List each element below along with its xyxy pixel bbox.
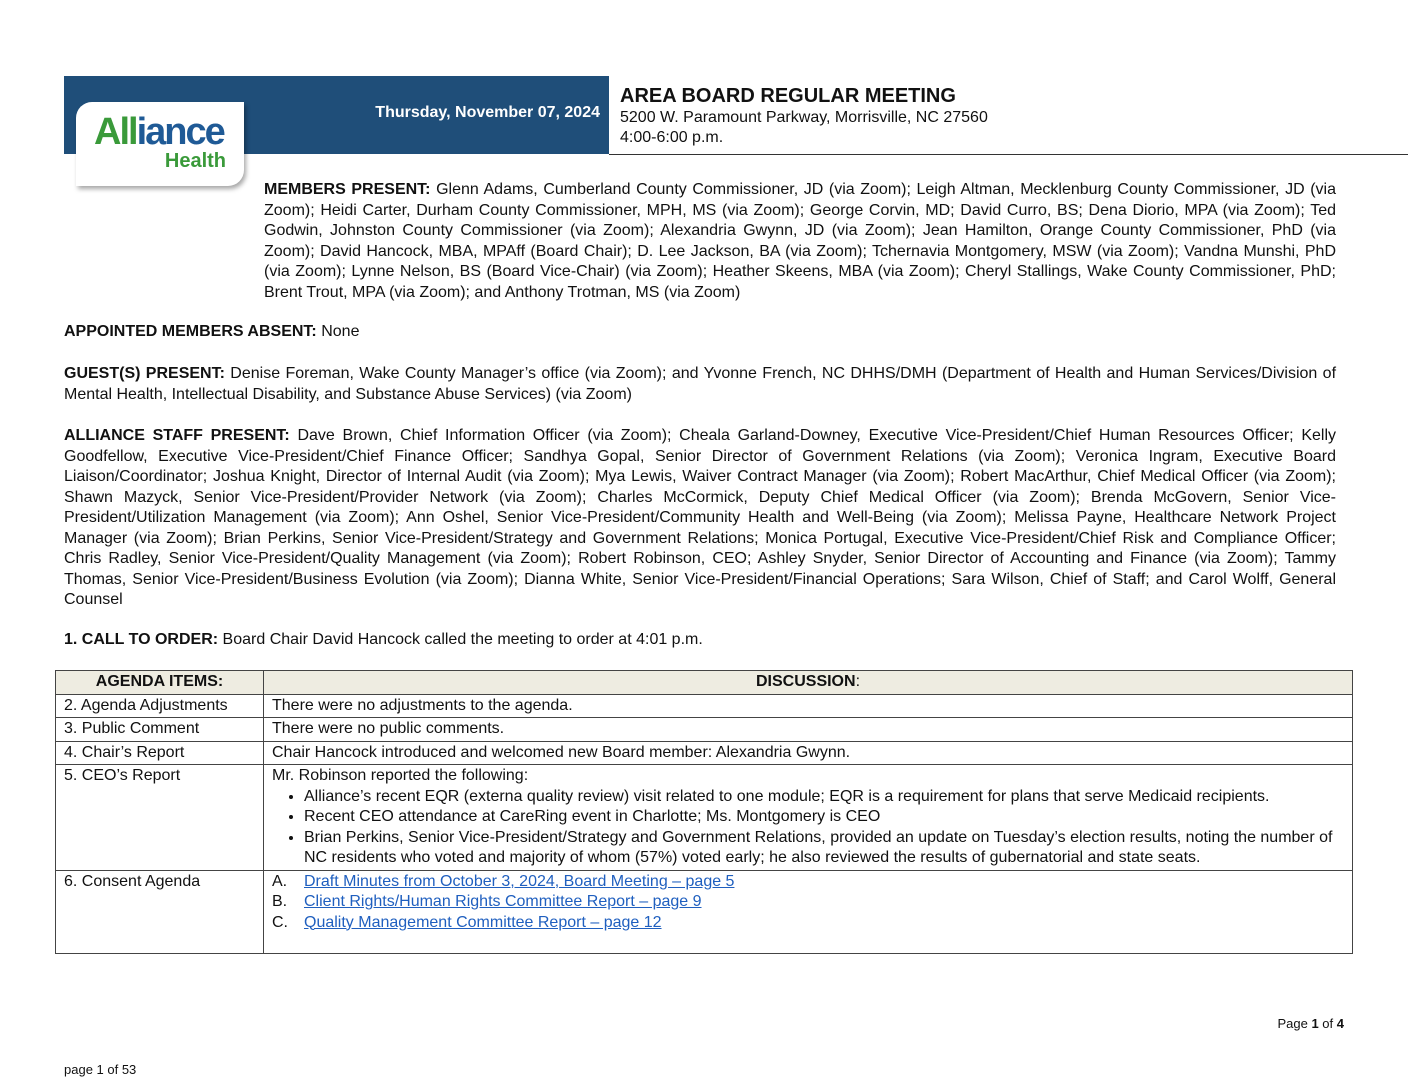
members-present-section	[264, 180, 1336, 303]
logo-wordmark-rest: iance	[136, 111, 224, 153]
page-current: 1	[1311, 1016, 1319, 1031]
consent-item-a	[272, 872, 1344, 893]
agenda-item-cell: 6. Consent Agenda	[56, 870, 264, 953]
members-absent-section	[64, 322, 1336, 343]
consent-letter: C.	[272, 913, 288, 931]
guests-present-label: GUEST(S) PRESENT:	[64, 365, 225, 382]
table-row	[56, 694, 1353, 718]
client-rights-report-link[interactable]: Client Rights/Human Rights Committee Report – page 9	[304, 893, 702, 910]
page-prefix: Page	[1277, 1016, 1308, 1031]
agenda-items-header: AGENDA ITEMS:	[56, 671, 264, 695]
members-absent-label: APPOINTED MEMBERS ABSENT:	[64, 323, 317, 340]
table-row	[56, 870, 1353, 953]
consent-letter: A.	[272, 872, 288, 890]
discussion-cell	[264, 870, 1353, 953]
discussion-header-colon: :	[855, 673, 861, 690]
consent-letter: B.	[272, 893, 288, 910]
members-absent-text: None	[321, 323, 360, 340]
consent-item-b	[272, 892, 1344, 913]
staff-present-section	[64, 426, 1336, 611]
logo-wordmark-first: All	[94, 111, 137, 153]
discussion-cell: There were no adjustments to the agenda.	[264, 694, 1353, 718]
meeting-time: 4:00-6:00 p.m.	[620, 129, 724, 146]
alliance-health-logo	[76, 102, 244, 186]
members-present-label: MEMBERS PRESENT:	[264, 181, 431, 198]
table-row	[56, 718, 1353, 742]
draft-minutes-link[interactable]: Draft Minutes from October 3, 2024, Board Meeting – page 5	[304, 872, 735, 890]
ceo-report-intro: Mr. Robinson reported the following:	[272, 767, 529, 784]
call-to-order-section	[64, 630, 1336, 651]
call-to-order-text: Board Chair David Hancock called the meeting to order at 4:01 p.m.	[222, 631, 703, 648]
discussion-cell: There were no public comments.	[264, 718, 1353, 742]
ceo-report-list	[272, 787, 1344, 869]
table-row	[56, 765, 1353, 871]
agenda-item-cell: 4. Chair’s Report	[56, 741, 264, 765]
consent-item-c	[272, 913, 1344, 934]
list-item: • Alliance’s recent EQR (externa quality review) visit related to one module; EQR is a requirement for plans that serve Medicaid recipients.	[304, 787, 1344, 808]
header-divider	[609, 154, 1408, 155]
agenda-header-row	[56, 671, 1353, 695]
meeting-date: Thursday, November 07, 2024	[375, 104, 600, 121]
agenda-table	[55, 670, 1353, 954]
document-page-number: page 1 of 53	[64, 1062, 137, 1077]
agenda-item-cell: 2. Agenda Adjustments	[56, 694, 264, 718]
logo-subtitle: Health	[164, 150, 226, 172]
guests-present-section	[64, 364, 1336, 405]
discussion-cell: Chair Hancock introduced and welcomed new Board member: Alexandria Gwynn.	[264, 741, 1353, 765]
members-present-text: Glenn Adams, Cumberland County Commissioner, JD (via Zoom); Leigh Altman, Mecklenburg County Commissioner, JD (via Zoom); Heidi Carter, Durham County Commissioner, MPH, MS (via Zoom); George Corvin, MD; David Curro, BS; Dena Diorio, MPA (via Zoom); Ted Godwin, Johnston County Commissioner (via Zoom); Alexandria Gwynn, JD (via Zoom); Jean Hamilton, Orange County Commissioner, PhD (via Zoom); David Hancock, MBA, MPAff (Board Chair); D. Lee Jackson, BA (via Zoom); Tchernavia Montgomery, MSW (via Zoom); Vandna Munshi, PhD (via Zoom); Lynne Nelson, BS (Board Vice-Chair) (via Zoom); Heather Skeens, MBA (via Zoom); Cheryl Stallings, Wake County Commissioner, PhD; Brent Trout, MPA (via Zoom); and Anthony Trotman, MS (via Zoom)	[264, 181, 1336, 301]
call-to-order-label: 1. CALL TO ORDER:	[64, 631, 219, 648]
staff-present-label: ALLIANCE STAFF PRESENT:	[64, 427, 290, 444]
staff-present-text: Dave Brown, Chief Information Officer (via Zoom); Cheala Garland-Downey, Executive Vice-President/Chief Human Resources Officer; Kelly Goodfellow, Executive Vice-President/Chief Finance Officer; Sandhya Gopal, Senior Director of Government Relations (via Zoom); Veronica Ingram, Executive Board Liaison/Coordinator; Joshua Knight, Director of Internal Audit (via Zoom); Mya Lewis, Waiver Contract Manager (via Zoom); Robert MacArthur, Chief Medical Officer (via Zoom); Shawn Mazyck, Senior Vice-President/Provider Network (via Zoom); Charles McCormick, Deputy Chief Medical Officer (via Zoom); Brenda McGovern, Senior Vice-President/Utilization Management (via Zoom); Ann Oshel, Senior Vice-President/Community Health and Well-Being (via Zoom); Melissa Payne, Healthcare Network Project Manager (via Zoom); Brian Perkins, Senior Vice-President/Strategy and Government Relations; Monica Portugal, Executive Vice-President/Chief Risk and Compliance Officer; Chris Radley, Senior Vice-President/Quality Management (via Zoom); Robert Robinson, CEO; Ashley Snyder, Senior Director of Accounting and Finance (via Zoom); Tammy Thomas, Senior Vice-President/Business Evolution (via Zoom); Dianna White, Senior Vice-President/Financial Operations; Sara Wilson, Chief of Staff; and Carol Wolff, General Counsel	[64, 427, 1336, 608]
list-item: • Recent CEO attendance at CareRing event in Charlotte; Ms. Montgomery is CEO	[304, 807, 1344, 828]
page-of: of	[1322, 1016, 1334, 1031]
guests-present-text: Denise Foreman, Wake County Manager’s office (via Zoom); and Yvonne French, NC DHHS/DMH (Department of Health and Human Services/Division of Mental Health, Intellectual Disability, and Substance Abuse Services) (via Zoom)	[64, 365, 1337, 403]
logo-wordmark	[94, 112, 224, 152]
meeting-address: 5200 W. Paramount Parkway, Morrisville, NC 27560	[620, 109, 988, 126]
page-total: 4	[1336, 1016, 1344, 1031]
discussion-header-text: DISCUSSION	[755, 673, 856, 690]
list-item: • Brian Perkins, Senior Vice-President/Strategy and Government Relations, provided an update on Tuesday’s election results, noting the number of NC residents who voted and majority of whom (57%) voted early; he also reviewed the results of gubernatorial and state seats.	[304, 828, 1344, 869]
quality-management-report-link[interactable]: Quality Management Committee Report – page 12	[304, 913, 662, 931]
discussion-header	[264, 671, 1353, 695]
meeting-title: AREA BOARD REGULAR MEETING	[620, 85, 956, 107]
agenda-item-cell: 5. CEO’s Report	[56, 765, 264, 871]
agenda-item-cell: 3. Public Comment	[56, 718, 264, 742]
table-row	[56, 741, 1353, 765]
page-indicator	[1277, 1016, 1344, 1031]
discussion-cell	[264, 765, 1353, 871]
